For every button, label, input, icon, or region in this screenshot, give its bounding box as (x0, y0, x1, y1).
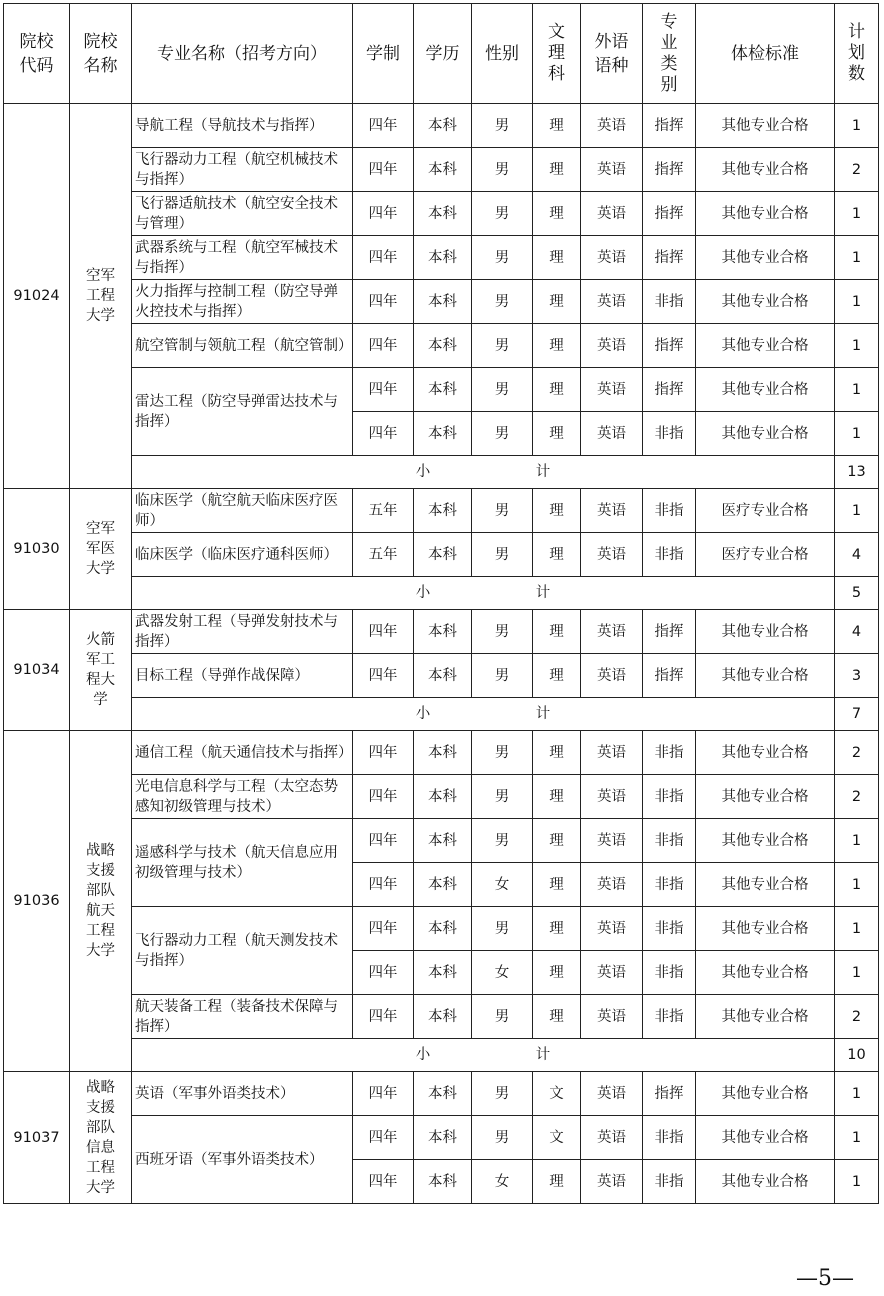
gender-cell: 男 (472, 148, 533, 192)
major-name: 航空管制与领航工程（航空管制） (132, 324, 353, 368)
exam-cell: 其他专业合格 (696, 324, 835, 368)
exam-cell: 其他专业合格 (696, 192, 835, 236)
major-name: 飞行器动力工程（航天测发技术与指挥） (132, 907, 353, 995)
quota-cell: 1 (835, 412, 879, 456)
degree-cell: 本科 (414, 775, 472, 819)
header-arts-sci: 文理科 (533, 4, 581, 104)
arts-sci-cell: 理 (533, 104, 581, 148)
arts-sci-cell: 理 (533, 951, 581, 995)
exam-cell: 其他专业合格 (696, 280, 835, 324)
language-cell: 英语 (581, 368, 643, 412)
degree-cell: 本科 (414, 412, 472, 456)
degree-cell: 本科 (414, 324, 472, 368)
arts-sci-cell: 理 (533, 907, 581, 951)
category-cell: 非指 (643, 280, 696, 324)
table-row (4, 104, 879, 148)
arts-sci-cell: 理 (533, 610, 581, 654)
major-name: 英语（军事外语类技术） (132, 1072, 353, 1116)
category-cell: 非指 (643, 995, 696, 1039)
degree-cell: 本科 (414, 280, 472, 324)
major-name: 光电信息科学与工程（太空态势感知初级管理与技术） (132, 775, 353, 819)
table-row (4, 368, 879, 412)
subtotal-char-small: 小 (415, 585, 431, 601)
table-row (4, 148, 879, 192)
exam-cell: 其他专业合格 (696, 995, 835, 1039)
exam-cell: 其他专业合格 (696, 907, 835, 951)
school-name: 空军工程大学 (70, 104, 132, 489)
arts-sci-cell: 理 (533, 324, 581, 368)
arts-sci-cell: 理 (533, 995, 581, 1039)
years-cell: 四年 (353, 907, 414, 951)
degree-cell: 本科 (414, 951, 472, 995)
quota-cell: 2 (835, 148, 879, 192)
language-cell: 英语 (581, 951, 643, 995)
major-name: 武器发射工程（导弹发射技术与指挥） (132, 610, 353, 654)
language-cell: 英语 (581, 489, 643, 533)
years-cell: 四年 (353, 192, 414, 236)
table-row (4, 907, 879, 951)
language-cell: 英语 (581, 148, 643, 192)
years-cell: 四年 (353, 1160, 414, 1204)
language-cell: 英语 (581, 412, 643, 456)
table-row (4, 819, 879, 863)
school-name: 空军军医大学 (70, 489, 132, 610)
language-cell: 英语 (581, 819, 643, 863)
school-name: 战略支援部队信息工程大学 (70, 1072, 132, 1204)
arts-sci-cell: 理 (533, 192, 581, 236)
years-cell: 四年 (353, 104, 414, 148)
language-cell: 英语 (581, 324, 643, 368)
language-cell: 英语 (581, 907, 643, 951)
major-name: 雷达工程（防空导弹雷达技术与指挥） (132, 368, 353, 456)
category-cell: 非指 (643, 533, 696, 577)
gender-cell: 男 (472, 907, 533, 951)
arts-sci-cell: 理 (533, 368, 581, 412)
years-cell: 四年 (353, 324, 414, 368)
quota-cell: 1 (835, 489, 879, 533)
quota-cell: 1 (835, 1160, 879, 1204)
degree-cell: 本科 (414, 995, 472, 1039)
table-row (4, 731, 879, 775)
degree-cell: 本科 (414, 731, 472, 775)
arts-sci-cell: 文 (533, 1116, 581, 1160)
exam-cell: 其他专业合格 (696, 412, 835, 456)
years-cell: 四年 (353, 148, 414, 192)
category-cell: 非指 (643, 731, 696, 775)
exam-cell: 其他专业合格 (696, 863, 835, 907)
school-code: 91030 (4, 489, 70, 610)
subtotal-label (132, 456, 835, 489)
subtotal-char-total: 计 (535, 464, 551, 480)
table-row (4, 280, 879, 324)
arts-sci-cell: 文 (533, 1072, 581, 1116)
language-cell: 英语 (581, 1072, 643, 1116)
major-name: 武器系统与工程（航空军械技术与指挥） (132, 236, 353, 280)
category-cell: 非指 (643, 907, 696, 951)
category-cell: 指挥 (643, 654, 696, 698)
gender-cell: 男 (472, 412, 533, 456)
header-school: 院校名称 (70, 4, 132, 104)
header-quota: 计划数 (835, 4, 879, 104)
arts-sci-cell: 理 (533, 236, 581, 280)
subtotal-char-small: 小 (415, 1047, 431, 1063)
quota-cell: 1 (835, 863, 879, 907)
category-cell: 指挥 (643, 610, 696, 654)
subtotal-label (132, 1039, 835, 1072)
category-cell: 指挥 (643, 324, 696, 368)
exam-cell: 其他专业合格 (696, 819, 835, 863)
arts-sci-cell: 理 (533, 280, 581, 324)
header-years: 学制 (353, 4, 414, 104)
gender-cell: 男 (472, 1072, 533, 1116)
quota-cell: 1 (835, 368, 879, 412)
subtotal-char-total: 计 (535, 585, 551, 601)
quota-cell: 1 (835, 104, 879, 148)
table-row (4, 236, 879, 280)
language-cell: 英语 (581, 775, 643, 819)
category-cell: 指挥 (643, 104, 696, 148)
quota-cell: 1 (835, 1072, 879, 1116)
exam-cell: 其他专业合格 (696, 104, 835, 148)
school-code: 91034 (4, 610, 70, 731)
exam-cell: 其他专业合格 (696, 1072, 835, 1116)
major-name: 临床医学（航空航天临床医疗医师） (132, 489, 353, 533)
years-cell: 四年 (353, 654, 414, 698)
major-name: 导航工程（导航技术与指挥） (132, 104, 353, 148)
table-row (4, 775, 879, 819)
subtotal-char-small: 小 (415, 706, 431, 722)
exam-cell: 其他专业合格 (696, 236, 835, 280)
table-row (4, 610, 879, 654)
table-row (4, 533, 879, 577)
exam-cell: 其他专业合格 (696, 775, 835, 819)
years-cell: 四年 (353, 610, 414, 654)
category-cell: 非指 (643, 1116, 696, 1160)
degree-cell: 本科 (414, 907, 472, 951)
arts-sci-cell: 理 (533, 489, 581, 533)
subtotal-value: 10 (835, 1039, 879, 1072)
subtotal-row (4, 1039, 879, 1072)
category-cell: 指挥 (643, 236, 696, 280)
gender-cell: 男 (472, 368, 533, 412)
major-name: 飞行器动力工程（航空机械技术与指挥） (132, 148, 353, 192)
language-cell: 英语 (581, 654, 643, 698)
category-cell: 非指 (643, 412, 696, 456)
subtotal-label (132, 698, 835, 731)
language-cell: 英语 (581, 995, 643, 1039)
gender-cell: 男 (472, 775, 533, 819)
major-name: 西班牙语（军事外语类技术） (132, 1116, 353, 1204)
quota-cell: 1 (835, 280, 879, 324)
table-row (4, 324, 879, 368)
major-name: 遥感科学与技术（航天信息应用初级管理与技术） (132, 819, 353, 907)
years-cell: 四年 (353, 280, 414, 324)
gender-cell: 男 (472, 192, 533, 236)
exam-cell: 其他专业合格 (696, 148, 835, 192)
quota-cell: 1 (835, 192, 879, 236)
subtotal-value: 13 (835, 456, 879, 489)
language-cell: 英语 (581, 280, 643, 324)
language-cell: 英语 (581, 236, 643, 280)
table-row (4, 192, 879, 236)
language-cell: 英语 (581, 192, 643, 236)
exam-cell: 医疗专业合格 (696, 489, 835, 533)
degree-cell: 本科 (414, 236, 472, 280)
degree-cell: 本科 (414, 489, 472, 533)
page-number: —5— (796, 1266, 854, 1291)
major-name: 通信工程（航天通信技术与指挥） (132, 731, 353, 775)
years-cell: 四年 (353, 775, 414, 819)
arts-sci-cell: 理 (533, 148, 581, 192)
subtotal-label (132, 577, 835, 610)
quota-cell: 4 (835, 610, 879, 654)
years-cell: 四年 (353, 1072, 414, 1116)
gender-cell: 男 (472, 236, 533, 280)
arts-sci-cell: 理 (533, 533, 581, 577)
category-cell: 非指 (643, 775, 696, 819)
category-cell: 非指 (643, 863, 696, 907)
exam-cell: 其他专业合格 (696, 654, 835, 698)
table-row (4, 1072, 879, 1116)
header-row (4, 4, 879, 104)
major-name: 飞行器适航技术（航空安全技术与管理） (132, 192, 353, 236)
major-name: 目标工程（导弹作战保障） (132, 654, 353, 698)
header-degree: 学历 (414, 4, 472, 104)
header-major: 专业名称（招考方向） (132, 4, 353, 104)
arts-sci-cell: 理 (533, 1160, 581, 1204)
exam-cell: 医疗专业合格 (696, 533, 835, 577)
gender-cell: 女 (472, 951, 533, 995)
gender-cell: 女 (472, 863, 533, 907)
gender-cell: 男 (472, 819, 533, 863)
major-name: 火力指挥与控制工程（防空导弹火控技术与指挥） (132, 280, 353, 324)
table-row (4, 1116, 879, 1160)
header-code: 院校代码 (4, 4, 70, 104)
arts-sci-cell: 理 (533, 412, 581, 456)
table-row (4, 654, 879, 698)
quota-cell: 1 (835, 236, 879, 280)
language-cell: 英语 (581, 610, 643, 654)
subtotal-char-small: 小 (415, 464, 431, 480)
arts-sci-cell: 理 (533, 863, 581, 907)
arts-sci-cell: 理 (533, 731, 581, 775)
category-cell: 非指 (643, 1160, 696, 1204)
degree-cell: 本科 (414, 148, 472, 192)
category-cell: 非指 (643, 489, 696, 533)
header-gender: 性别 (472, 4, 533, 104)
gender-cell: 男 (472, 324, 533, 368)
degree-cell: 本科 (414, 610, 472, 654)
subtotal-row (4, 698, 879, 731)
degree-cell: 本科 (414, 863, 472, 907)
years-cell: 四年 (353, 368, 414, 412)
language-cell: 英语 (581, 731, 643, 775)
degree-cell: 本科 (414, 654, 472, 698)
degree-cell: 本科 (414, 1116, 472, 1160)
subtotal-char-total: 计 (535, 1047, 551, 1063)
header-category: 专业类别 (643, 4, 696, 104)
years-cell: 四年 (353, 819, 414, 863)
header-exam: 体检标准 (696, 4, 835, 104)
years-cell: 四年 (353, 995, 414, 1039)
quota-cell: 2 (835, 731, 879, 775)
category-cell: 指挥 (643, 148, 696, 192)
subtotal-row (4, 456, 879, 489)
major-name: 临床医学（临床医疗通科医师） (132, 533, 353, 577)
degree-cell: 本科 (414, 104, 472, 148)
language-cell: 英语 (581, 1116, 643, 1160)
gender-cell: 男 (472, 533, 533, 577)
language-cell: 英语 (581, 104, 643, 148)
years-cell: 五年 (353, 533, 414, 577)
exam-cell: 其他专业合格 (696, 951, 835, 995)
exam-cell: 其他专业合格 (696, 731, 835, 775)
gender-cell: 男 (472, 104, 533, 148)
quota-cell: 2 (835, 995, 879, 1039)
table-row (4, 995, 879, 1039)
subtotal-char-total: 计 (535, 706, 551, 722)
arts-sci-cell: 理 (533, 819, 581, 863)
gender-cell: 男 (472, 610, 533, 654)
table-row (4, 489, 879, 533)
subtotal-value: 7 (835, 698, 879, 731)
quota-cell: 1 (835, 1116, 879, 1160)
gender-cell: 女 (472, 1160, 533, 1204)
arts-sci-cell: 理 (533, 775, 581, 819)
years-cell: 四年 (353, 731, 414, 775)
exam-cell: 其他专业合格 (696, 1160, 835, 1204)
degree-cell: 本科 (414, 1072, 472, 1116)
years-cell: 四年 (353, 1116, 414, 1160)
category-cell: 非指 (643, 819, 696, 863)
years-cell: 四年 (353, 863, 414, 907)
degree-cell: 本科 (414, 192, 472, 236)
school-code: 91024 (4, 104, 70, 489)
quota-cell: 1 (835, 907, 879, 951)
degree-cell: 本科 (414, 1160, 472, 1204)
arts-sci-cell: 理 (533, 654, 581, 698)
degree-cell: 本科 (414, 533, 472, 577)
enrollment-plan-table (3, 3, 879, 1204)
school-code: 91036 (4, 731, 70, 1072)
years-cell: 四年 (353, 236, 414, 280)
gender-cell: 男 (472, 995, 533, 1039)
degree-cell: 本科 (414, 819, 472, 863)
quota-cell: 2 (835, 775, 879, 819)
years-cell: 四年 (353, 412, 414, 456)
language-cell: 英语 (581, 863, 643, 907)
quota-cell: 1 (835, 951, 879, 995)
quota-cell: 1 (835, 324, 879, 368)
quota-cell: 4 (835, 533, 879, 577)
exam-cell: 其他专业合格 (696, 368, 835, 412)
exam-cell: 其他专业合格 (696, 1116, 835, 1160)
subtotal-row (4, 577, 879, 610)
category-cell: 非指 (643, 951, 696, 995)
school-code: 91037 (4, 1072, 70, 1204)
major-name: 航天装备工程（装备技术保障与指挥） (132, 995, 353, 1039)
years-cell: 五年 (353, 489, 414, 533)
years-cell: 四年 (353, 951, 414, 995)
subtotal-value: 5 (835, 577, 879, 610)
category-cell: 指挥 (643, 368, 696, 412)
school-name: 火箭军工程大学 (70, 610, 132, 731)
exam-cell: 其他专业合格 (696, 610, 835, 654)
language-cell: 英语 (581, 1160, 643, 1204)
category-cell: 指挥 (643, 1072, 696, 1116)
category-cell: 指挥 (643, 192, 696, 236)
quota-cell: 1 (835, 819, 879, 863)
gender-cell: 男 (472, 654, 533, 698)
gender-cell: 男 (472, 1116, 533, 1160)
gender-cell: 男 (472, 489, 533, 533)
gender-cell: 男 (472, 280, 533, 324)
quota-cell: 3 (835, 654, 879, 698)
school-name: 战略支援部队航天工程大学 (70, 731, 132, 1072)
header-language: 外语语种 (581, 4, 643, 104)
gender-cell: 男 (472, 731, 533, 775)
language-cell: 英语 (581, 533, 643, 577)
degree-cell: 本科 (414, 368, 472, 412)
